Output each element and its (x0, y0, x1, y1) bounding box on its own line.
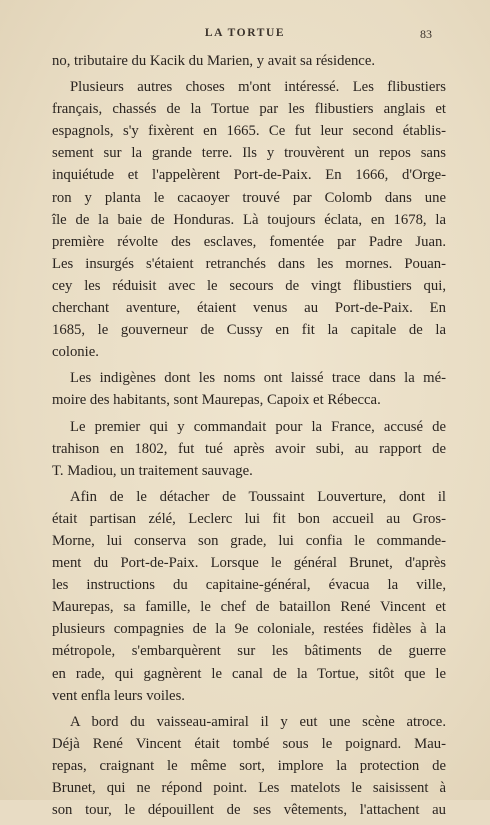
text-line: Brunet, qui ne répond point. Les matelots le saisissent à (52, 780, 446, 796)
running-head (50, 27, 440, 45)
text-line: Le premier qui y commandait pour la France, accusé de (70, 418, 446, 435)
text-line: Plusieurs autres choses m'ont intéressé. Les flibustiers (70, 79, 446, 96)
text-line: métropole, s'embarquèrent sur les bâtiments de guerre (52, 643, 446, 660)
text-line: plusieurs compagnies de la 9e coloniale, restées fidèles à la (52, 621, 446, 638)
text-line: inquiétude et l'appelèrent Port-de-Paix. En 1666, d'Orge- (52, 167, 446, 184)
text-line: sement sur la grande terre. Ils y trouvèrent un repos sans (52, 145, 446, 162)
body-text (52, 50, 446, 825)
text-line: trahison en 1802, fut tué après avoir subi, au rapport de (52, 440, 446, 457)
paragraph (52, 486, 446, 707)
text-line: cherchant aventure, étaient venus au Port-de-Paix. En (52, 300, 446, 317)
paragraph (52, 76, 446, 363)
text-line: espagnols, s'y fixèrent en 1665. Ce fut leur second établis- (52, 123, 446, 140)
text-line: cey les réduisit avec le secours de vingt flibustiers qui, (52, 277, 446, 294)
text-line: Maurepas, sa famille, le chef de bataillon René Vincent et (52, 599, 446, 616)
text-line: vent enfla leurs voiles. (52, 687, 185, 704)
text-line: Déjà René Vincent était tombé sous le poignard. Mau- (52, 735, 446, 752)
paragraph (52, 367, 446, 411)
text-line: repas, craignant le même sort, implore la protection de (52, 757, 446, 774)
text-line: les instructions du capitaine-général, évacua la ville, (52, 577, 446, 594)
text-line: français, chassés de la Tortue par les flibustiers anglais et (52, 101, 446, 118)
text-line: moire des habitants, sont Maurepas, Capoix et Rébecca. (52, 392, 381, 409)
running-title: LA TORTUE (204, 27, 286, 39)
text-line: son tour, le dépouillent de ses vêtements, l'attachent au (52, 802, 446, 819)
text-line: Afin de le détacher de Toussaint Louverture, dont il (70, 488, 446, 505)
text-line: était partisan zélé, Leclerc lui fit bon accueil au Gros- (52, 510, 446, 527)
text-line: ron y planta le cacaoyer trouvé par Colomb dans une (52, 189, 446, 206)
text-line: première révolte des esclaves, fomentée par Padre Juan. (52, 233, 446, 250)
text-line: Les insurgés s'étaient retranchés dans les mornes. Pouan- (52, 255, 446, 272)
page-number: 83 (420, 27, 432, 41)
text-line: 1685, le gouverneur de Cussy en fit la capitale de la (52, 322, 446, 339)
text-line: A bord du vaisseau-amiral il y eut une scène atroce. (70, 713, 446, 730)
paragraph (52, 711, 446, 821)
text-line: colonie. (52, 344, 99, 361)
text-line: île de la baie de Honduras. Là toujours éclata, en 1678, la (52, 211, 446, 228)
text-line: en rade, qui gagnèrent le canal de la Tortue, sitôt que le (52, 665, 446, 682)
text-line: no, tributaire du Kacik du Marien, y avait sa résidence. (52, 53, 376, 69)
text-line: Morne, lui conserva son grade, lui confia le commande- (52, 532, 446, 549)
paragraph (52, 416, 446, 482)
text-line: T. Madiou, un traitement sauvage. (52, 462, 253, 479)
paragraph (52, 50, 446, 72)
text-line: Les indigènes dont les noms ont laissé trace dans la mé- (70, 370, 446, 387)
text-line: ment du Port-de-Paix. Lorsque le général Brunet, d'après (52, 555, 446, 572)
